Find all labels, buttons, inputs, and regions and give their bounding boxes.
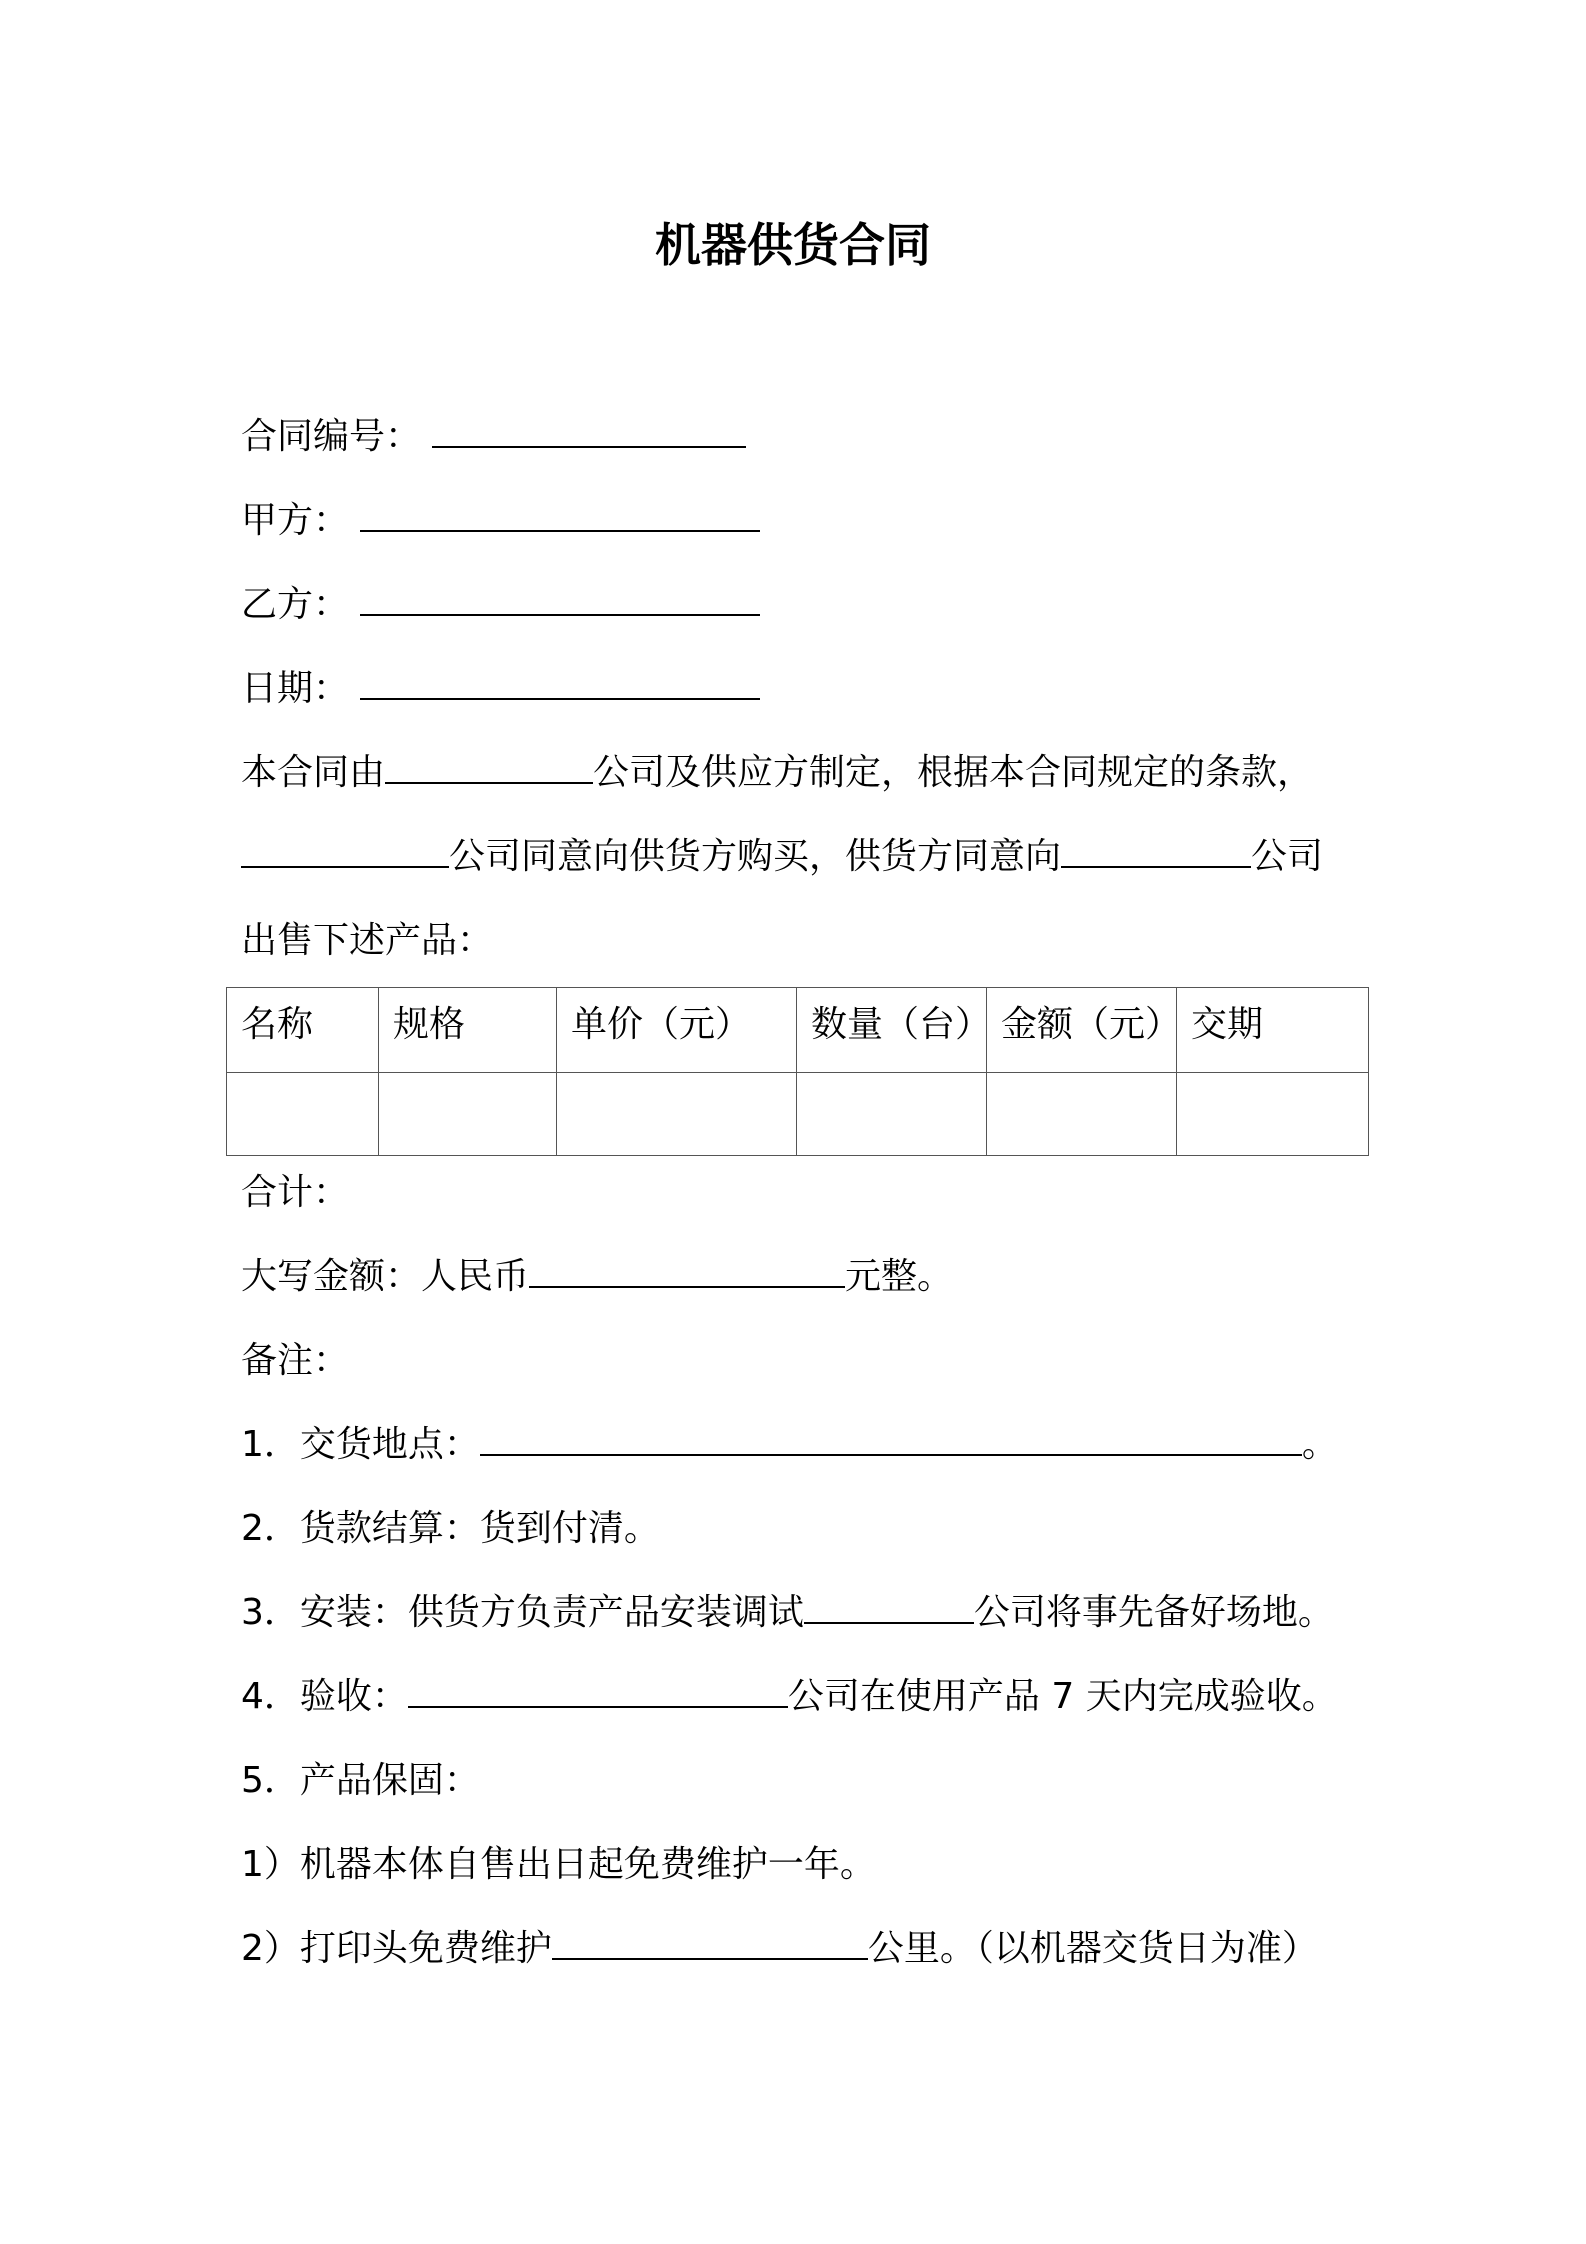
table-row <box>227 1073 1369 1156</box>
item-4-label: 4．验收： <box>241 1676 408 1717</box>
remarks-label: 备注： <box>241 1340 350 1381</box>
warranty-sub-1: 1）机器本体自售出日起免费维护一年。 <box>241 1844 876 1885</box>
date-label: 日期： <box>241 668 350 709</box>
total-label: 合计： <box>241 1172 350 1213</box>
printhead-distance-blank[interactable] <box>552 1928 868 1960</box>
table-header-spec: 规格 <box>379 988 557 1073</box>
party-b-label: 乙方： <box>241 584 350 625</box>
intro-text-1b: 公司及供应方制定，根据本合同规定的条款， <box>593 752 1314 793</box>
item-warranty: 5．产品保固： <box>241 1760 480 1801</box>
table-header-row <box>227 988 1369 1073</box>
installation-company-blank[interactable] <box>804 1592 974 1624</box>
table-header-name: 名称 <box>227 988 379 1073</box>
intro-text-2a: 公司同意向供货方购买，供货方同意向 <box>449 836 1062 877</box>
item-delivery-place <box>241 1415 1338 1475</box>
item-3-text-a: 3．安装：供货方负责产品安装调试 <box>241 1592 804 1633</box>
table-header-delivery: 交期 <box>1177 988 1369 1073</box>
party-a-label: 甲方： <box>241 500 350 541</box>
table-header-amount: 金额（元） <box>987 988 1177 1073</box>
warranty-sub-2-text-b: 公里。（以机器交货日为准） <box>867 1928 1318 1969</box>
item-4-text: 公司在使用产品 7 天内完成验收。 <box>787 1676 1338 1717</box>
party-a-line <box>241 491 760 551</box>
contract-no-blank[interactable] <box>432 416 746 448</box>
warranty-sub-2-text-a: 2）打印头免费维护 <box>241 1928 552 1969</box>
delivery-place-blank[interactable] <box>480 1424 1302 1456</box>
amount-words-label: 大写金额：人民币 <box>241 1256 530 1297</box>
contract-no-line <box>241 407 746 467</box>
intro-company-blank-2[interactable] <box>241 836 449 868</box>
acceptance-company-blank[interactable] <box>408 1676 788 1708</box>
table-cell[interactable] <box>1177 1073 1369 1156</box>
amount-words-blank[interactable] <box>529 1256 845 1288</box>
date-blank[interactable] <box>360 668 760 700</box>
item-installation <box>241 1583 1334 1643</box>
contract-no-label: 合同编号： <box>241 416 422 457</box>
item-3-text-b: 公司将事先备好场地。 <box>973 1592 1334 1633</box>
intro-line-3: 出售下述产品： <box>241 920 494 961</box>
intro-line-2 <box>241 827 1323 887</box>
table-cell[interactable] <box>557 1073 797 1156</box>
table-cell[interactable] <box>227 1073 379 1156</box>
item-1-label: 1．交货地点： <box>241 1424 480 1465</box>
warranty-sub-2 <box>241 1919 1318 1979</box>
amount-words-suffix: 元整。 <box>845 1256 954 1297</box>
table-cell[interactable] <box>987 1073 1177 1156</box>
table-header-quantity: 数量（台） <box>797 988 987 1073</box>
item-payment: 2．货款结算：货到付清。 <box>241 1508 660 1549</box>
intro-line-1 <box>241 743 1313 803</box>
party-b-line <box>241 575 760 635</box>
table-cell[interactable] <box>797 1073 987 1156</box>
table-header-unit-price: 单价（元） <box>557 988 797 1073</box>
table-cell[interactable] <box>379 1073 557 1156</box>
date-line <box>241 659 760 719</box>
item-acceptance <box>241 1667 1338 1727</box>
intro-company-blank-1[interactable] <box>385 752 593 784</box>
product-table <box>226 987 1369 1156</box>
intro-text-2b: 公司 <box>1251 836 1324 877</box>
intro-text-1a: 本合同由 <box>241 752 386 793</box>
page-title: 机器供货合同 <box>655 218 931 272</box>
amount-words-line <box>241 1247 953 1307</box>
item-1-suffix: 。 <box>1301 1424 1338 1465</box>
intro-company-blank-3[interactable] <box>1061 836 1251 868</box>
party-a-blank[interactable] <box>360 500 760 532</box>
party-b-blank[interactable] <box>360 584 760 616</box>
